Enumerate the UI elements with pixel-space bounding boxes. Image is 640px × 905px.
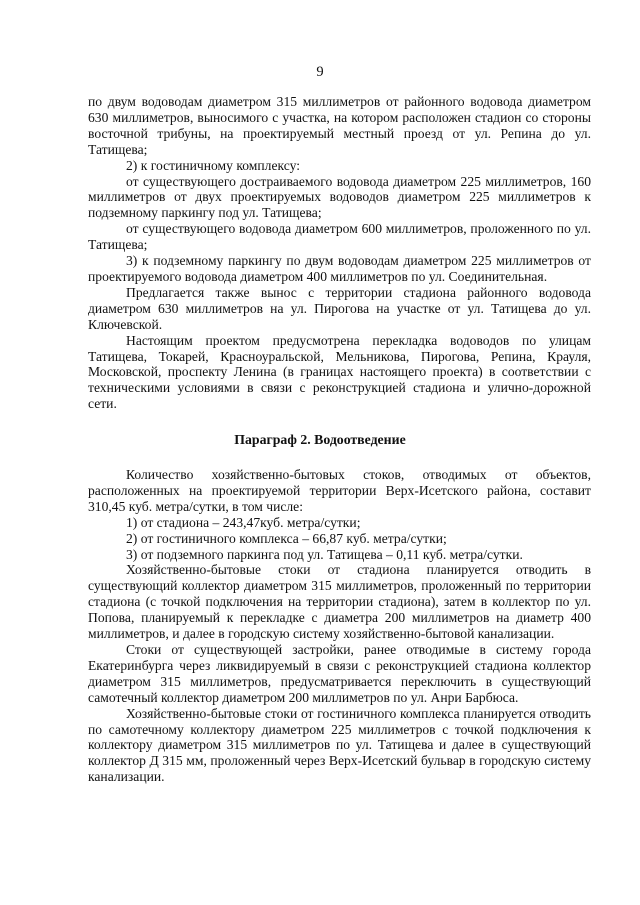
list-item: 1) от стадиона – 243,47куб. метра/сутки; <box>126 514 361 530</box>
list-item: 3) от подземного паркинга под ул. Татищева – 0,11 куб. метра/сутки. <box>126 546 523 562</box>
paragraph: 3) к подземному паркингу по двум водоводам диаметром 225 миллиметров от проектируемого водовода диаметром 400 миллиметров по ул. Соединительная. <box>88 253 591 284</box>
water-supply-section <box>88 94 591 412</box>
paragraph: Количество хозяйственно-бытовых стоков, отводимых от объектов, расположенных на проектируемой территории Верх-Исетского района, составит 310,45 куб. метра/сутки, в том числе: <box>88 467 591 514</box>
paragraph: Настоящим проектом предусмотрена перекладка водоводов по улицам Татищева, Токарей, Красноуральской, Мельникова, Пирогова, Репина, Крауля, Московской, проспекту Ленина (в границах настоящего проекта) в соответствии с техническими условиями в связи с реконструкцией стадиона и улично-дорожной сети. <box>88 332 591 412</box>
page-number: 9 <box>316 64 324 80</box>
paragraph: 2) к гостиничному комплексу: <box>126 157 301 173</box>
section-heading: Параграф 2. Водоотведение <box>234 432 406 447</box>
sewerage-section <box>88 467 591 785</box>
paragraph: Предлагается также вынос с территории стадиона районного водовода диаметром 630 миллиметров на ул. Пирогова на участке от ул. Татищева до ул. Ключевской. <box>88 284 591 332</box>
paragraph: по двум водоводам диаметром 315 миллиметров от районного водовода диаметром 630 миллиметров, выносимого с участка, на котором расположен стадион со стороны восточной трибуны, на проектируемый местный проезд от ул. Репина до ул. Татищева; <box>88 94 591 157</box>
list-item: 2) от гостиничного комплекса – 66,87 куб. метра/сутки; <box>126 530 447 546</box>
paragraph: от существующего достраиваемого водовода диаметром 225 миллиметров, 160 миллиметров от двух проектируемых водоводов диаметром 225 миллиметров к подземному паркингу под ул. Татищева; <box>88 173 591 221</box>
paragraph: от существующего водовода диаметром 600 миллиметров, проложенного по ул. Татищева; <box>88 221 591 253</box>
paragraph: Хозяйственно-бытовые стоки от стадиона планируется отводить в существующий коллектор диаметром 315 миллиметров, проложенный по территории стадиона (с точкой подключения на территории стадиона), затем в коллектор по ул. Попова, планируемый к перекладке с диаметра 200 миллиметров на диаметр 400 миллиметров, и далее в городскую систему хозяйственно-бытовой канализации. <box>88 562 591 642</box>
paragraph: Стоки от существующей застройки, ранее отводимые в систему города Екатеринбурга через ликвидируемый в связи с реконструкцией стадиона коллектор диаметром 315 миллиметров, предусматривается переключить в существующий самотечный коллектор диаметром 200 миллиметров по ул. Анри Барбюса. <box>88 641 591 705</box>
paragraph: Хозяйственно-бытовые стоки от гостиничного комплекса планируется отводить по самотечному коллектору диаметром 225 миллиметров с точкой подключения к коллектору диаметром 315 миллиметров по ул. Татищева и далее в существующий коллектор Д 315 мм, проложенный через Верх-Исетский бульвар в городскую систему канализации. <box>88 705 591 785</box>
